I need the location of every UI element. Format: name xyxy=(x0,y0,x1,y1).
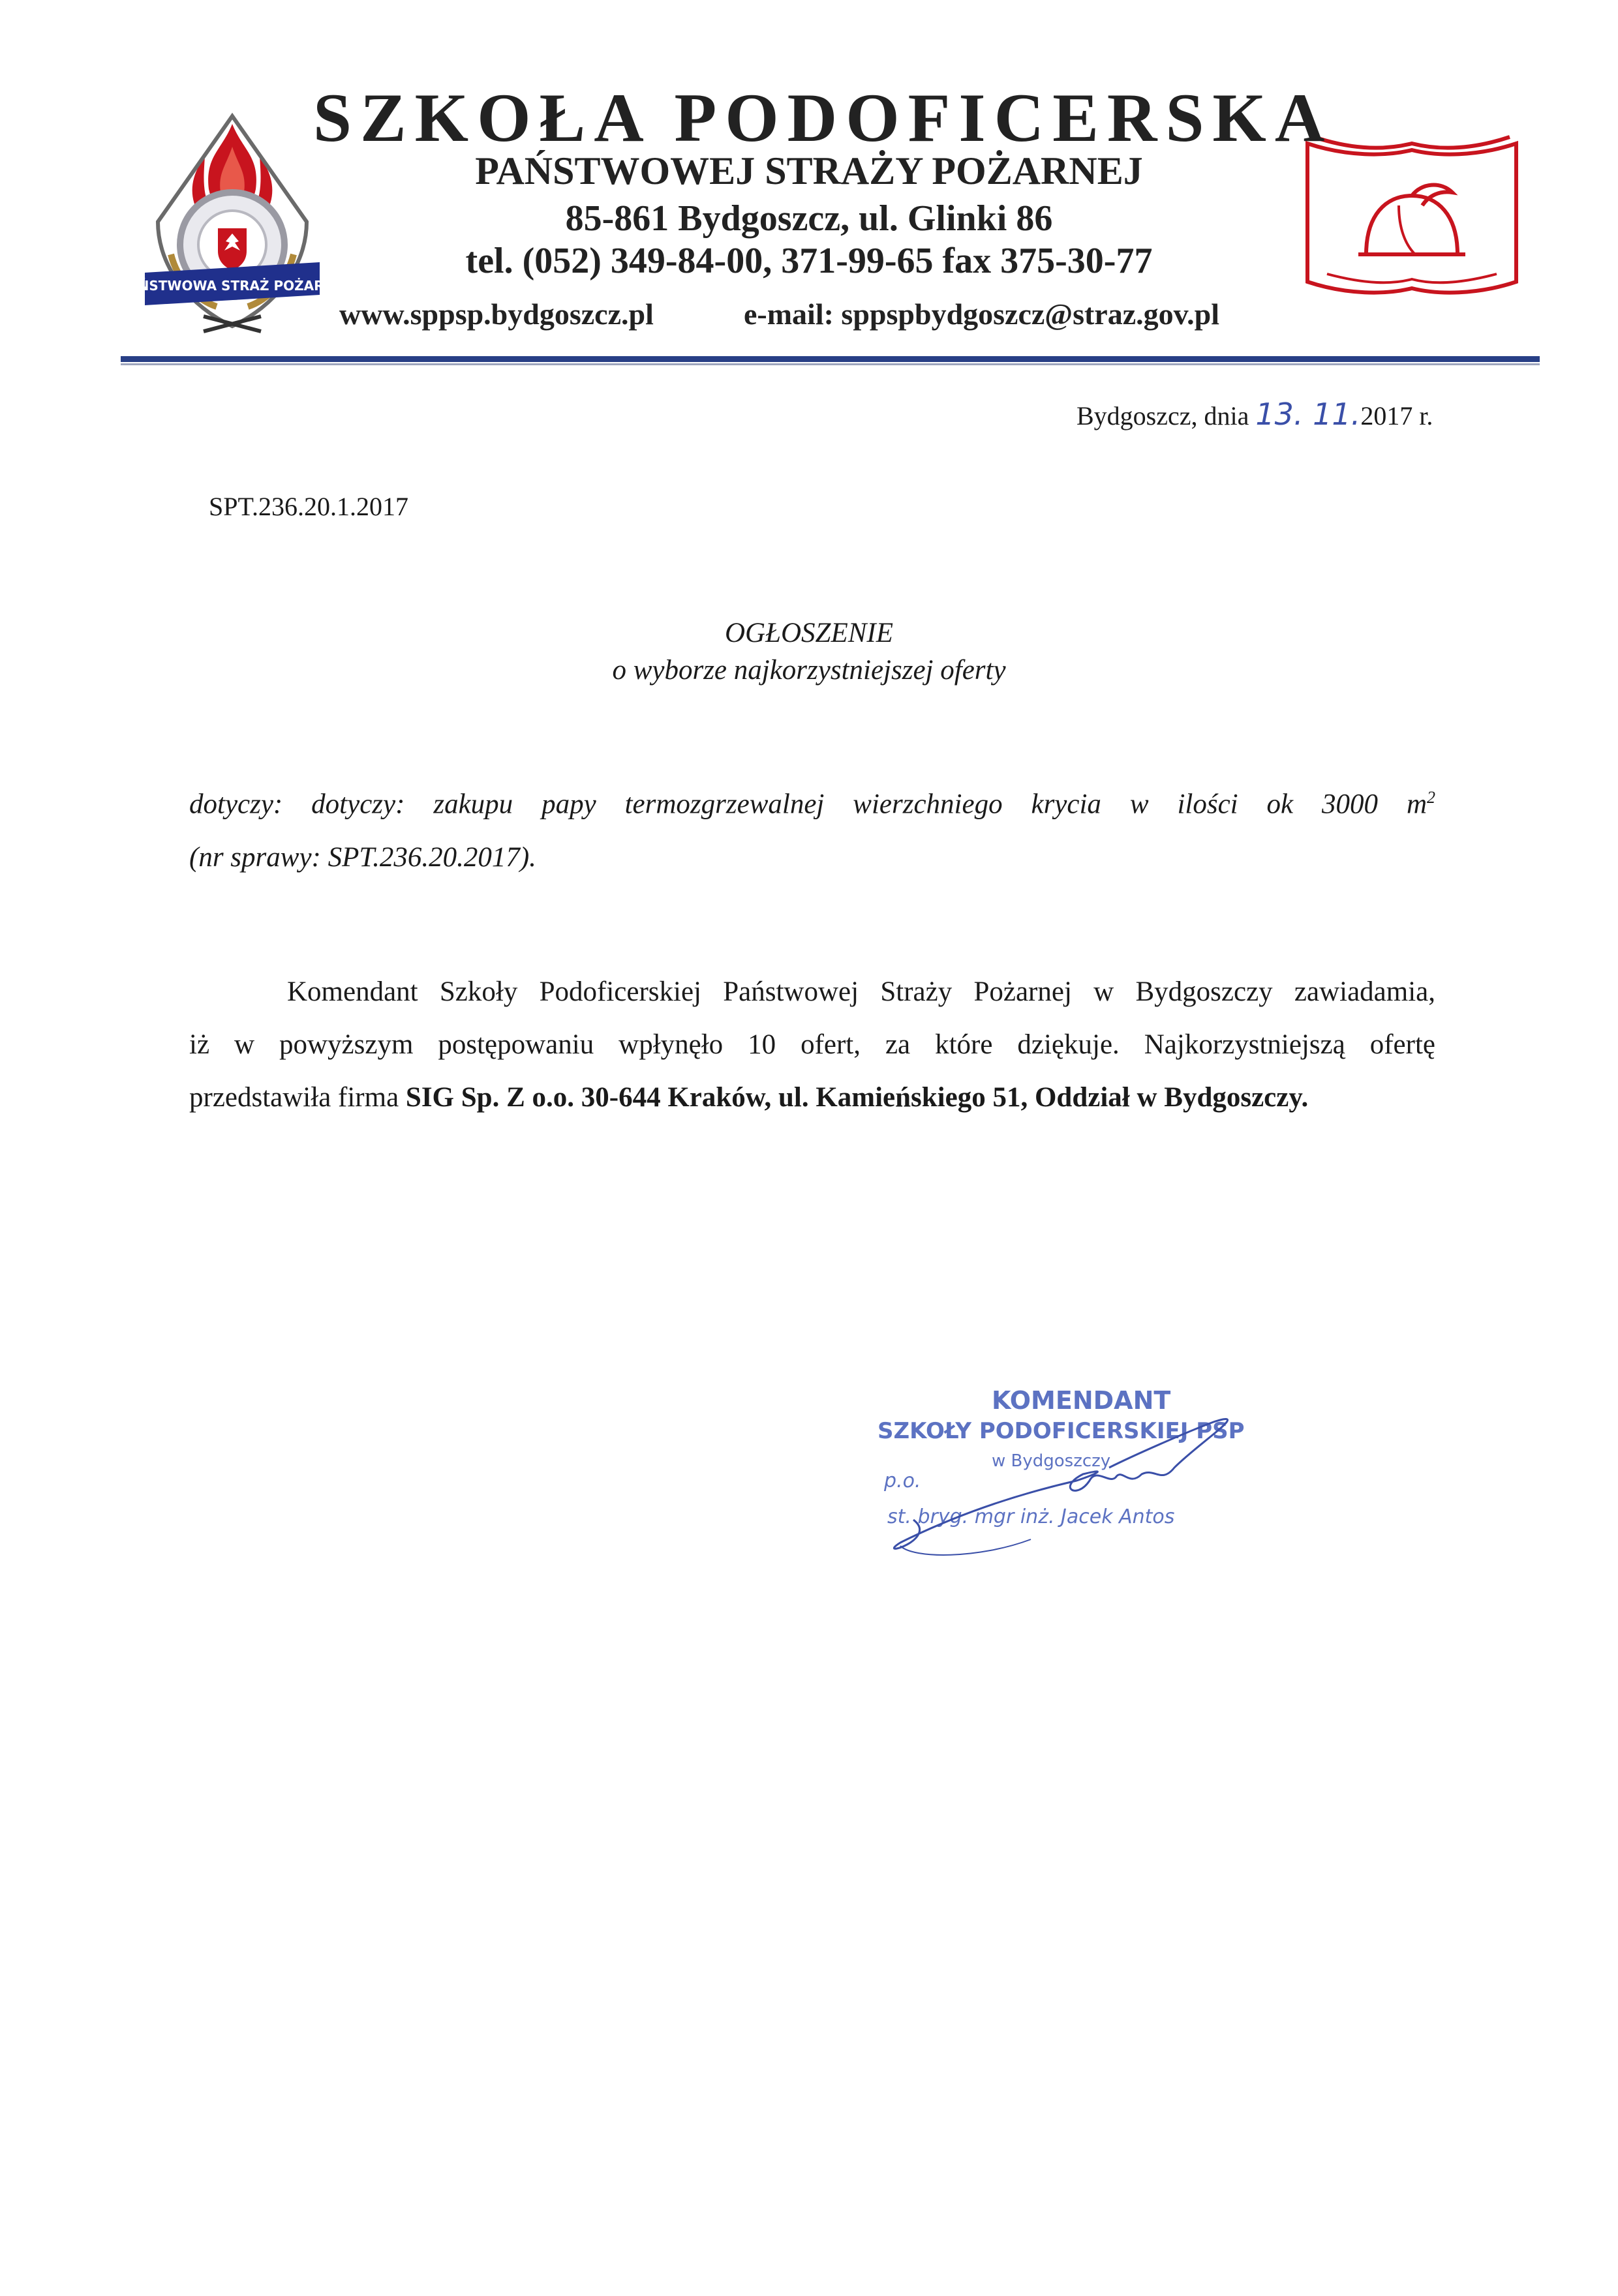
school-website-link[interactable]: www.sppsp.bydgoszcz.pl xyxy=(339,297,654,331)
stamp-line-3: w Bydgoszczy xyxy=(992,1451,1111,1471)
body-paragraph-line-3 xyxy=(189,1081,1435,1113)
date-prefix: Bydgoszcz, dnia xyxy=(1076,401,1249,430)
document-subtitle: o wyborze najkorzystniejszej oferty xyxy=(612,655,1006,686)
concerns-text: dotyczy: dotyczy: zakupu papy termozgrzewalnej wierzchniego krycia w ilości ok 3000 m xyxy=(189,789,1427,820)
date-handwritten: 13. 11. xyxy=(1255,397,1361,432)
body-line-3-prefix: przedstawiła firma xyxy=(189,1082,399,1113)
fire-service-crest-logo xyxy=(119,111,345,340)
crest-ribbon-text: PAŃSTWOWA STRAŻ POŻARNA xyxy=(119,278,345,294)
school-phone: tel. (052) 349-84-00, 371-99-65 fax 375-30-77 xyxy=(465,241,1153,281)
stamp-line-2: SZKOŁY PODOFICERSKIEJ PSP xyxy=(878,1418,1245,1444)
stamp-line-5: st. bryg. mgr inż. Jacek Antos xyxy=(887,1505,1175,1528)
case-reference: SPT.236.20.1.2017 xyxy=(209,492,408,521)
concerns-line xyxy=(189,788,1435,820)
official-stamp xyxy=(861,1370,1279,1565)
document-date xyxy=(1076,397,1433,432)
header-divider-shadow xyxy=(121,363,1540,365)
body-paragraph-line-2: iż w powyższym postępowaniu wpłynęło 10 ofert, za które dziękuje. Najkorzystniejszą ofertę xyxy=(189,1029,1435,1060)
stamp-line-1: KOMENDANT xyxy=(992,1386,1171,1415)
winning-company: SIG Sp. Z o.o. 30-644 Kraków, ul. Kamieńskiego 51, Oddział w Bydgoszczy. xyxy=(405,1082,1309,1113)
document-title: OGŁOSZENIE xyxy=(724,618,894,648)
stamp-line-4: p.o. xyxy=(884,1470,921,1492)
case-number-line: (nr sprawy: SPT.236.20.2017). xyxy=(189,842,536,873)
header-divider xyxy=(121,356,1540,362)
school-address: 85-861 Bydgoszcz, ul. Glinki 86 xyxy=(565,198,1053,239)
date-suffix: 2017 r. xyxy=(1360,401,1433,430)
school-subname: PAŃSTWOWEJ STRAŻY POŻARNEJ xyxy=(475,149,1143,192)
book-helmet-logo xyxy=(1301,130,1523,301)
school-email-link[interactable]: e-mail: sppspbydgoszcz@straz.gov.pl xyxy=(744,297,1219,331)
concerns-superscript: 2 xyxy=(1427,788,1435,807)
body-paragraph-line-1: Komendant Szkoły Podoficerskiej Państwowej Straży Pożarnej w Bydgoszczy zawiadamia, xyxy=(287,976,1435,1007)
school-name: SZKOŁA PODOFICERSKA xyxy=(313,80,1334,156)
